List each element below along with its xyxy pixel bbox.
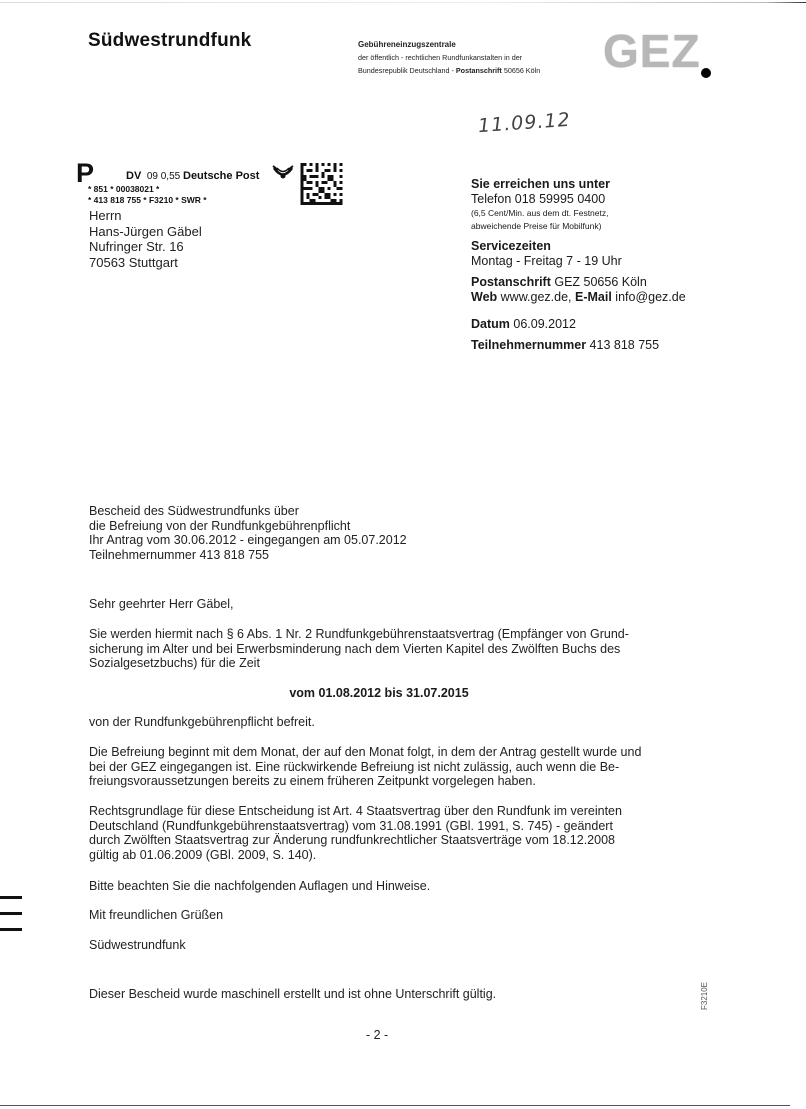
subject-line4: Teilnehmernummer 413 818 755	[89, 547, 269, 562]
exemption-period: vom 01.08.2012 bis 31.07.2015	[289, 686, 469, 700]
postage-carrier: Deutsche Post	[183, 170, 260, 182]
recipient-name: Hans-Jürgen Gäbel	[89, 223, 202, 239]
signature-org: Südwestrundfunk	[89, 938, 186, 952]
subject-line2: die Befreiung von der Rundfunkgebührenpflicht	[89, 518, 351, 533]
gez-line2: der öffentlich - rechtlichen Rundfunkanstalten in der	[358, 53, 523, 62]
paragraph-line: durch Zwölften Staatsvertrag zur Änderung rundfunkrechtlicher Staatsverträge vom 18.12.2008	[89, 833, 615, 847]
contact-postal	[471, 275, 686, 290]
date-value: 06.09.2012	[509, 317, 576, 331]
web-value[interactable]: www.gez.de,	[497, 290, 575, 304]
contact-phone: Telefon 018 59995 0400	[471, 192, 606, 206]
paragraph-line: Sie werden hiermit nach § 6 Abs. 1 Nr. 2 Rundfunkgebührenstaatsvertrag (Empfänger von Grund-	[89, 627, 629, 641]
scan-edge-bottom	[0, 1105, 790, 1106]
form-code: F3210E	[700, 981, 709, 1010]
gez-line3	[358, 64, 540, 77]
machine-note: Dieser Bescheid wurde maschinell erstellt und ist ohne Unterschrift gültig.	[89, 987, 497, 1001]
greeting: Sehr geehrter Herr Gäbel,	[89, 597, 234, 611]
fold-mark	[0, 912, 22, 915]
paragraph-line: sicherung im Alter und bei Erwerbsminderung nach dem Vierten Kapitel des Zwölften Buchs des	[89, 641, 621, 656]
gez-title: Gebühreneinzugszentrale	[358, 40, 456, 49]
subject-line1: Bescheid des Südwestrundfunks über	[89, 504, 299, 518]
gez-address-block	[358, 38, 540, 77]
postal-value: GEZ 50656 Köln	[550, 275, 647, 289]
paragraph-line: Deutschland (Rundfunkgebührenstaatsvertrag) vom 31.08.1991 (GBl. 1991, S. 745) - geändert	[89, 818, 613, 833]
subject-line3: Ihr Antrag vom 30.06.2012 - eingegangen am 05.07.2012	[89, 533, 407, 547]
paragraph-exemption	[89, 627, 669, 671]
handwritten-date: 11.09.12	[477, 108, 572, 138]
subscriber-value: 413 818 755	[586, 338, 660, 352]
subscriber-number	[471, 338, 686, 353]
subject-block	[89, 504, 407, 562]
paragraph-line: Die Befreiung beginnt mit dem Monat, der auf den Monat folgt, in dem der Antrag gestellt wurde und	[89, 745, 642, 759]
contact-heading: Sie erreichen uns unter	[471, 177, 610, 191]
gez-postanschrift-label: Postanschrift	[455, 66, 502, 75]
posthorn-icon	[272, 165, 294, 181]
postage-p-mark: P	[76, 158, 95, 188]
sender-name: Südwestrundfunk	[88, 30, 252, 51]
gez-logo: GEZ	[603, 25, 701, 77]
gez-postanschrift-value: 50656 Köln	[501, 66, 541, 75]
gez-logo-dot	[701, 68, 711, 78]
email-label: E-Mail	[575, 290, 612, 304]
postal-codes	[88, 184, 207, 206]
fold-mark	[0, 928, 22, 931]
postal-label: Postanschrift	[471, 275, 551, 289]
paragraph-line: Rechtsgrundlage für diese Entscheidung ist Art. 4 Staatsvertrag über den Rundfunk im vereinten	[89, 804, 622, 818]
postal-code-line2: * 413 818 755 * F3210 * SWR *	[88, 195, 207, 205]
closing: Mit freundlichen Grüßen	[89, 908, 224, 922]
paragraph-line: freiungsvoraussetzungen bereits zu einem früheren Zeitpunkt vorgelegen haben.	[89, 774, 536, 788]
paragraph-legal-basis	[89, 804, 669, 862]
datamatrix-code	[300, 163, 343, 205]
paragraph-start	[89, 745, 669, 789]
paragraph-exempt: von der Rundfunkgebührenpflicht befreit.	[89, 715, 315, 729]
recipient-street: Nufringer Str. 16	[89, 239, 184, 254]
letter-date	[471, 317, 686, 332]
page-number: - 2 -	[366, 1028, 389, 1042]
contact-phone-note1: (6,5 Cent/Min. aus dem dt. Festnetz,	[471, 208, 609, 218]
fold-mark	[0, 896, 22, 899]
scan-edge-top	[0, 2, 806, 3]
postage-price: 0,55	[160, 171, 181, 182]
contact-phone-note2: abweichende Preise für Mobilfunk)	[471, 221, 602, 231]
postal-code-line1: * 851 * 00038021 *	[88, 184, 160, 194]
paragraph-line: Sozialgesetzbuchs) für die Zeit	[89, 656, 260, 670]
email-value[interactable]: info@gez.de	[611, 290, 686, 304]
service-heading: Servicezeiten	[471, 239, 551, 253]
paragraph-line: gültig ab 01.06.2009 (GBl. 2009, S. 140).	[89, 847, 317, 862]
paragraph-notes: Bitte beachten Sie die nachfolgenden Auflagen und Hinweise.	[89, 879, 431, 893]
postage-line	[126, 170, 259, 182]
gez-line3-text: Bundesrepublik Deutschland -	[358, 66, 456, 75]
postage-dv: DV	[126, 170, 142, 182]
recipient-salutation: Herrn	[89, 208, 122, 223]
contact-web	[471, 290, 686, 305]
contact-block	[471, 177, 686, 353]
recipient-address	[89, 208, 202, 270]
recipient-city: 70563 Stuttgart	[89, 254, 178, 270]
paragraph-line: bei der GEZ eingegangen ist. Eine rückwirkende Befreiung ist nicht zulässig, auch wenn die Be-	[89, 759, 620, 774]
date-label: Datum	[471, 317, 510, 331]
subscriber-label: Teilnehmernummer	[471, 338, 587, 352]
postage-num: 09	[146, 171, 158, 182]
web-label: Web	[471, 290, 498, 304]
service-hours: Montag - Freitag 7 - 19 Uhr	[471, 254, 622, 268]
